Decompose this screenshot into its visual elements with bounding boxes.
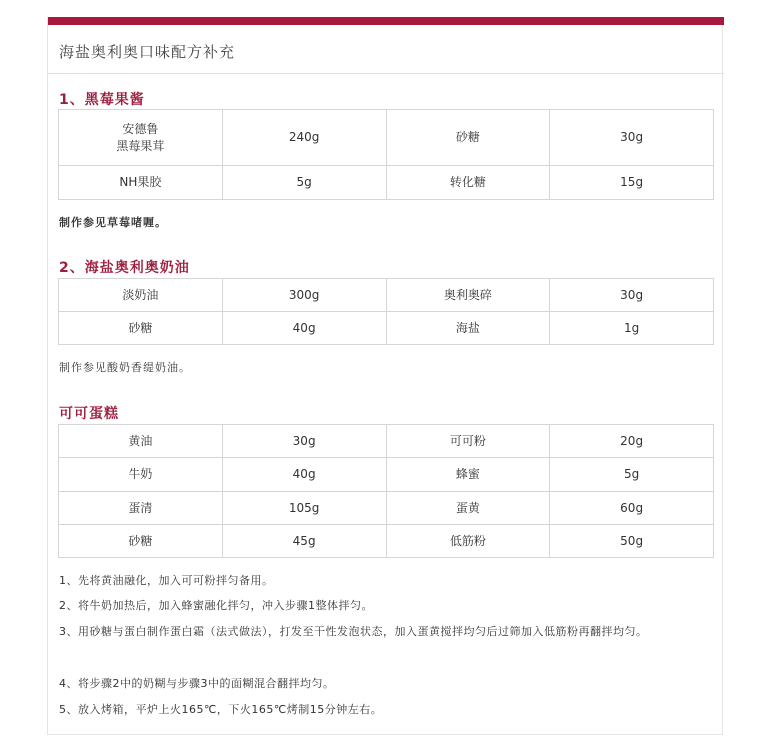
ingredient-name-cell: 蜂蜜	[386, 458, 550, 492]
ingredient-name-cell: 奥利奥碎	[386, 279, 550, 312]
section-heading-oreo-cream: 2、海盐奥利奥奶油	[59, 260, 190, 276]
ingredient-table-blackberry-jam	[58, 109, 714, 200]
accent-bar	[48, 17, 724, 25]
card-title: 海盐奥利奥口味配方补充	[59, 43, 236, 61]
table-row	[59, 492, 714, 525]
quantity-cell: 60g	[550, 492, 714, 525]
instruction-step: 5、放入烤箱，平炉上火165℃，下火165℃烤制15分钟左右。	[59, 703, 383, 716]
quantity-cell: 1g	[550, 312, 714, 345]
ingredient-name-cell: 转化糖	[386, 166, 550, 200]
title-divider	[48, 73, 724, 74]
recipe-card	[47, 17, 723, 735]
quantity-cell: 30g	[550, 279, 714, 312]
ingredient-name-cell: 安德鲁 黑莓果茸	[59, 110, 223, 166]
quantity-cell: 40g	[222, 458, 386, 492]
quantity-cell: 40g	[222, 312, 386, 345]
quantity-cell: 240g	[222, 110, 386, 166]
ingredient-name-cell: 淡奶油	[59, 279, 223, 312]
table-row	[59, 110, 714, 166]
table-row	[59, 312, 714, 345]
quantity-cell: 105g	[222, 492, 386, 525]
quantity-cell: 45g	[222, 525, 386, 558]
ingredient-name-cell: 砂糖	[59, 525, 223, 558]
instruction-step: 1、先将黄油融化，加入可可粉拌匀备用。	[59, 574, 274, 587]
quantity-cell: 30g	[222, 425, 386, 458]
section-note: 制作参见草莓啫喱。	[59, 216, 167, 229]
ingredient-name-cell: 可可粉	[386, 425, 550, 458]
quantity-cell: 30g	[550, 110, 714, 166]
ingredient-name-cell: 蛋清	[59, 492, 223, 525]
instruction-step: 3、用砂糖与蛋白制作蛋白霜（法式做法），打发至干性发泡状态，加入蛋黄搅拌均匀后过筛加入低筋粉再翻拌均匀。	[59, 625, 648, 638]
quantity-cell: 15g	[550, 166, 714, 200]
ingredient-name-cell: 蛋黄	[386, 492, 550, 525]
ingredient-name-cell: 牛奶	[59, 458, 223, 492]
ingredient-name-cell: 砂糖	[59, 312, 223, 345]
section-note: 制作参见酸奶香缇奶油。	[59, 361, 191, 374]
ingredient-name-cell: 砂糖	[386, 110, 550, 166]
table-row	[59, 279, 714, 312]
ingredient-table-cocoa-cake	[58, 424, 714, 558]
section-heading-blackberry-jam: 1、黑莓果酱	[59, 92, 145, 108]
table-row	[59, 166, 714, 200]
ingredient-name-cell: 海盐	[386, 312, 550, 345]
quantity-cell: 300g	[222, 279, 386, 312]
table-row	[59, 458, 714, 492]
table-row	[59, 425, 714, 458]
ingredient-name-cell: 黄油	[59, 425, 223, 458]
quantity-cell: 20g	[550, 425, 714, 458]
ingredient-table-oreo-cream	[58, 278, 714, 345]
instruction-step: 2、将牛奶加热后，加入蜂蜜融化拌匀，冲入步骤1整体拌匀。	[59, 599, 373, 612]
table-row	[59, 525, 714, 558]
quantity-cell: 5g	[550, 458, 714, 492]
quantity-cell: 5g	[222, 166, 386, 200]
quantity-cell: 50g	[550, 525, 714, 558]
ingredient-name-cell: NH果胶	[59, 166, 223, 200]
section-heading-cocoa-cake: 可可蛋糕	[59, 406, 119, 422]
instruction-step: 4、将步骤2中的奶糊与步骤3中的面糊混合翻拌均匀。	[59, 677, 335, 690]
ingredient-name-cell: 低筋粉	[386, 525, 550, 558]
